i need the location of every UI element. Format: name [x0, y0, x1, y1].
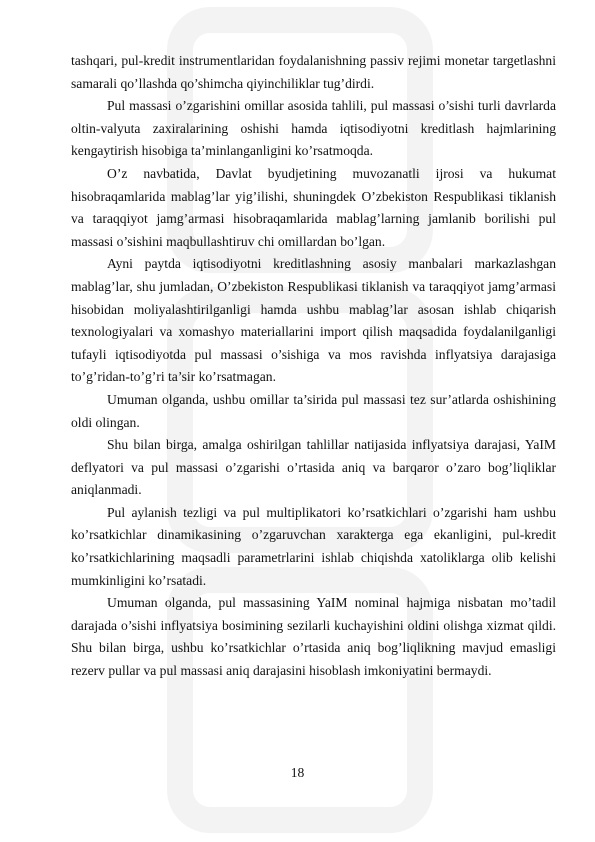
paragraph: O’z navbatida, Davlat byudjetining muvozanatli ijrosi va hukumat hisobraqamlarida mablag’lar yig’ilishi, shuningdek O’zbekiston Respublikasi tiklanish va taraqqiyot jamg’armasi hisobraqamlarida mablag’larning jamlanib borilishi pul massasi o’sishini maqbullashtiruv chi omillardan bo’lgan. [71, 165, 556, 249]
paragraph: Ayni paytda iqtisodiyotni kreditlashning asosiy manbalari markazlashgan mablag’lar, shu jumladan, O’zbekiston Respublikasi tiklanish va taraqqiyot jamg’armasi hisobidan moliyalashtirilganligi hamda ushbu mablag’lar asosan ishlab chiqarish texnologiyalari va xomashyo materiallarini import qilish maqsadida foydalanilganligi tufayli iqtisodiyotda pul massasi o’sishiga va mos ravishda inflyatsiya darajasiga to’g’ridan-to’g’ri ta’sir ko’rsatmagan. [71, 256, 556, 385]
document-body [71, 50, 556, 683]
paragraph: Shu bilan birga, amalga oshirilgan tahlillar natijasida inflyatsiya darajasi, YaIM deflyatori va pul massasi o’zgarishi o’rtasida aniq va barqaror o’zaro bog’liqliklar aniqlanmadi. [71, 437, 556, 498]
paragraph: Umuman olganda, pul massasining YaIM nominal hajmiga nisbatan mo’tadil darajada o’sishi inflyatsiya bosimining sezilarli kuchayishini oldini olishga xizmat qildi. Shu bilan birga, ushbu ko’rsatkichlar o’rtasida aniq bog’liqlikning mavjud emasligi rezerv pullar va pul massasi aniq darajasini hisoblash imkoniyatini bermaydi. [71, 595, 556, 679]
paragraph: Umuman olganda, ushbu omillar ta’sirida pul massasi tez sur’atlarda oshishining oldi olingan. [71, 391, 556, 430]
page-number: 18 [290, 765, 305, 780]
paragraph-continued: tashqari, pul-kredit instrumentlaridan foydalanishning passiv rejimi monetar targetlashni samarali qo’llashda qo’shimcha qiyinchiliklar tug’dirdi. [71, 53, 556, 91]
paragraph: Pul aylanish tezligi va pul multiplikatori ko’rsatkichlari o’zgarishi ham ushbu ko’rsatkichlar dinamikasining o’zgaruvchan xarakterga ega ekanligini, pul-kredit ko’rsatkichlarining maqsadli parametrlarini ishlab chiqishda xatoliklarga olib kelishi mumkinligini ko’rsatadi. [71, 504, 556, 588]
paragraph: Pul massasi o’zgarishini omillar asosida tahlili, pul massasi o’sishi turli davrlarda oltin-valyuta zaxiralarining oshishi hamda iqtisodiyotni kreditlash hajmlarining kengaytirish hisobiga ta’minlanganligini ko’rsatmoqda. [71, 98, 556, 159]
